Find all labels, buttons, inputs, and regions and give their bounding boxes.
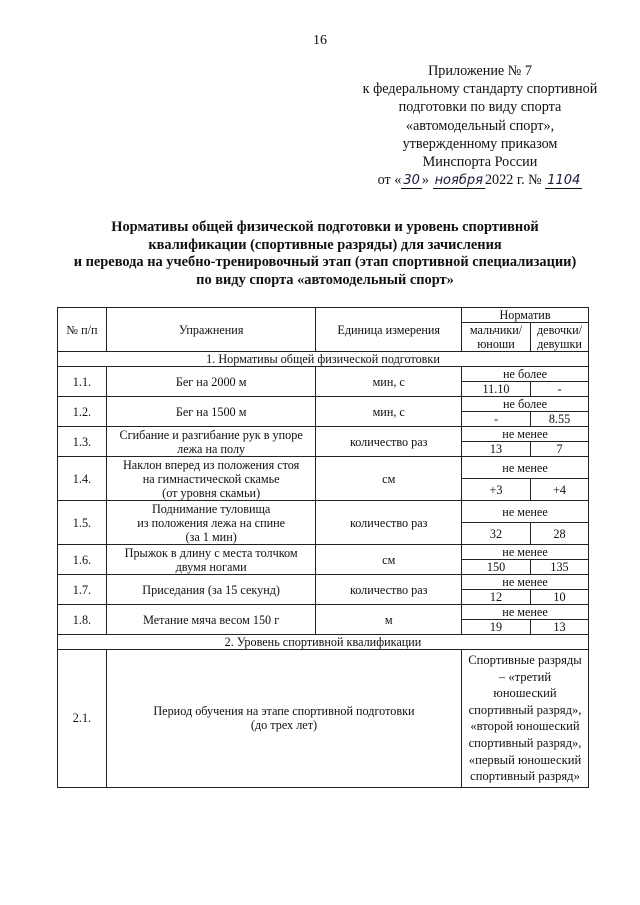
- header-norm: Норматив: [462, 308, 589, 323]
- exercise-line: на гимнастической скамье: [142, 471, 280, 486]
- section-row: [58, 352, 589, 367]
- row-norm-type: не менее: [462, 545, 589, 560]
- row-norm-type: не менее: [462, 427, 589, 442]
- row-girls: 10: [531, 590, 589, 605]
- order-date-line: [350, 171, 610, 189]
- row-unit: количество раз: [316, 575, 462, 605]
- row-exercise: [106, 501, 316, 545]
- header-exercise: Упражнения: [106, 308, 316, 352]
- row-norm-type: не менее: [462, 575, 589, 590]
- row-boys: -: [462, 412, 531, 427]
- row-num: 1.8.: [58, 605, 107, 635]
- row-unit: см: [316, 457, 462, 501]
- table-row: [58, 605, 589, 620]
- exercise-line: Период обучения на этапе спортивной подготовки: [153, 704, 415, 719]
- row-unit: количество раз: [316, 427, 462, 457]
- row-norm-type: не более: [462, 397, 589, 412]
- row-exercise: Прыжок в длину с места толчком двумя ногами: [106, 545, 316, 575]
- title-line: квалификации (спортивные разряды) для зачисления: [148, 236, 502, 253]
- row-boys: 13: [462, 442, 531, 457]
- table-row: [58, 545, 589, 560]
- row-boys: 150: [462, 560, 531, 575]
- row-unit: количество раз: [316, 501, 462, 545]
- appendix-line: «автомодельный спорт»,: [405, 117, 555, 134]
- header-row: [58, 308, 589, 323]
- row-unit: мин, с: [316, 367, 462, 397]
- document-title: [40, 219, 610, 289]
- row-exercise: [106, 457, 316, 501]
- table-row: [58, 501, 589, 523]
- row-num: 1.3.: [58, 427, 107, 457]
- exercise-line: (за 1 мин): [185, 529, 237, 544]
- row-exercise: Бег на 2000 м: [106, 367, 316, 397]
- row-num: 1.1.: [58, 367, 107, 397]
- row-girls: 28: [531, 523, 589, 545]
- row-num: 1.7.: [58, 575, 107, 605]
- row-unit: мин, с: [316, 397, 462, 427]
- row-exercise: Метание мяча весом 150 г: [106, 605, 316, 635]
- row-girls: 135: [531, 560, 589, 575]
- appendix-line: к федеральному стандарту спортивной: [362, 81, 598, 98]
- appendix-line: утвержденному приказом: [402, 135, 558, 152]
- appendix-line: Минспорта России: [422, 154, 538, 171]
- header-girls: девочки/ девушки: [531, 323, 589, 352]
- title-line: и перевода на учебно-тренировочный этап (этап спортивной специализации): [73, 254, 577, 271]
- header-boys: мальчики/ юноши: [462, 323, 531, 352]
- row-exercise: Бег на 1500 м: [106, 397, 316, 427]
- title-line: по виду спорта «автомодельный спорт»: [196, 271, 454, 288]
- exercise-line: из положения лежа на спине: [137, 515, 286, 530]
- appendix-line: Приложение № 7: [428, 63, 532, 79]
- row-num: 1.4.: [58, 457, 107, 501]
- row-girls: 13: [531, 620, 589, 635]
- row-unit: м: [316, 605, 462, 635]
- row-girls: 8.55: [531, 412, 589, 427]
- page-number: 16: [313, 33, 327, 48]
- exercise-line: Поднимание туловища: [151, 501, 271, 516]
- table-row: [58, 427, 589, 442]
- row-girls: -: [531, 382, 589, 397]
- header-num: № п/п: [58, 308, 107, 352]
- row-exercise: Приседания (за 15 секунд): [106, 575, 316, 605]
- row-boys: 19: [462, 620, 531, 635]
- section-heading: 2. Уровень спортивной квалификации: [58, 635, 589, 650]
- row-exercise: Сгибание и разгибание рук в упоре лежа на полу: [106, 427, 316, 457]
- exercise-line: (от уровня скамьи): [162, 485, 261, 500]
- row-boys: 12: [462, 590, 531, 605]
- row-qualification-level: Спортивные разряды – «третий юношеский спортивный разряд», «второй юношеский спортивный разряд», «первый юношеский спортивный разряд»: [462, 650, 589, 788]
- exercise-line: (до трех лет): [250, 718, 318, 733]
- row-norm-type: не менее: [462, 457, 589, 479]
- row-num: 1.6.: [58, 545, 107, 575]
- section-heading: 1. Нормативы общей физической подготовки: [58, 352, 589, 367]
- exercise-line: Наклон вперед из положения стоя: [123, 457, 300, 472]
- row-num: 1.2.: [58, 397, 107, 427]
- date-mid: »: [421, 172, 430, 189]
- row-unit: см: [316, 545, 462, 575]
- row-norm-type: не более: [462, 367, 589, 382]
- row-num: 1.5.: [58, 501, 107, 545]
- table-row: [58, 367, 589, 382]
- row-boys: 11.10: [462, 382, 531, 397]
- row-norm-type: не менее: [462, 501, 589, 523]
- appendix-block: [350, 62, 610, 189]
- row-norm-type: не менее: [462, 605, 589, 620]
- date-year: 2022 г. №: [484, 172, 542, 189]
- row-boys: 32: [462, 523, 531, 545]
- date-prefix: от «: [377, 172, 402, 189]
- table-row: [58, 457, 589, 479]
- handwritten-month: ноября: [434, 173, 483, 189]
- section-row: [58, 635, 589, 650]
- handwritten-day: 30: [403, 173, 420, 189]
- norms-table: [57, 307, 589, 788]
- row-girls: 7: [531, 442, 589, 457]
- row-exercise: [106, 650, 461, 788]
- table-row: [58, 575, 589, 590]
- table-row: [58, 397, 589, 412]
- row-boys: +3: [462, 479, 531, 501]
- title-line: Нормативы общей физической подготовки и уровень спортивной: [111, 219, 539, 235]
- handwritten-order-number: 1104: [547, 173, 581, 189]
- appendix-line: подготовки по виду спорта: [398, 99, 562, 116]
- header-unit: Единица измерения: [316, 308, 462, 352]
- row-num: 2.1.: [58, 650, 107, 788]
- row-girls: +4: [531, 479, 589, 501]
- table-row: [58, 650, 589, 788]
